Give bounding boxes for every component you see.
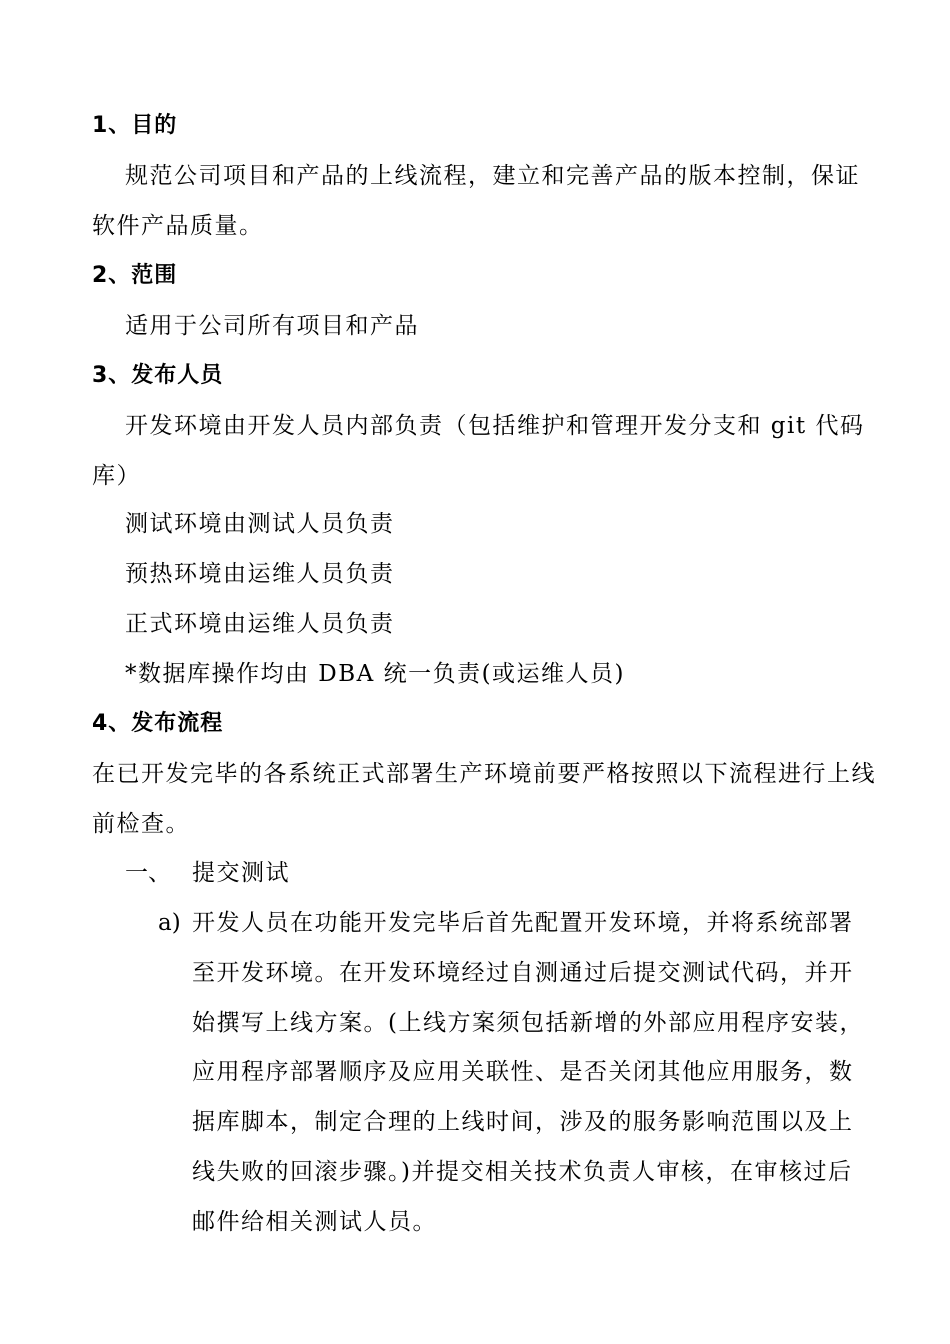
item-line: 线失败的回滚步骤。)并提交相关技术负责人审核，在审核过后 [192, 1159, 853, 1185]
paragraph-line: 在已开发完毕的各系统正式部署生产环境前要严格按照以下流程进行上线 [92, 761, 876, 787]
item-line: 据库脚本，制定合理的上线时间，涉及的服务影响范围以及上 [192, 1109, 854, 1135]
item-line: 始撰写上线方案。(上线方案须包括新增的外部应用程序安装， [192, 1010, 864, 1036]
item-line: 至开发环境。在开发环境经过自测通过后提交测试代码，并开 [192, 960, 854, 986]
paragraph-line: *数据库操作均由 DBA 统一负责(或运维人员) [125, 661, 626, 687]
paragraph-line: 前检查。 [92, 811, 190, 837]
paragraph-line: 适用于公司所有项目和产品 [125, 313, 419, 339]
paragraph-line: 库） [92, 463, 141, 489]
paragraph-line: 软件产品质量。 [92, 213, 264, 239]
item-line: 应用程序部署顺序及应用关联性、是否关闭其他应用服务，数 [192, 1059, 854, 1085]
item-line: 邮件给相关测试人员。 [192, 1209, 437, 1235]
paragraph-line: 开发环境由开发人员内部负责（包括维护和管理开发分支和 git 代码 [125, 413, 865, 439]
section-heading-purpose: 1、目的 [92, 113, 178, 138]
section-heading-release-staff: 3、发布人员 [92, 363, 224, 388]
item-marker: a) [158, 910, 181, 936]
paragraph-line: 规范公司项目和产品的上线流程，建立和完善产品的版本控制，保证 [125, 163, 860, 189]
paragraph-line: 正式环境由运维人员负责 [125, 611, 395, 637]
step-marker: 一、 [125, 860, 171, 886]
item-line: 开发人员在功能开发完毕后首先配置开发环境，并将系统部署 [192, 910, 854, 936]
section-heading-scope: 2、范围 [92, 263, 178, 288]
paragraph-line: 测试环境由测试人员负责 [125, 511, 395, 537]
paragraph-line: 预热环境由运维人员负责 [125, 561, 395, 587]
section-heading-release-process: 4、发布流程 [92, 711, 224, 736]
step-title: 提交测试 [192, 860, 290, 886]
